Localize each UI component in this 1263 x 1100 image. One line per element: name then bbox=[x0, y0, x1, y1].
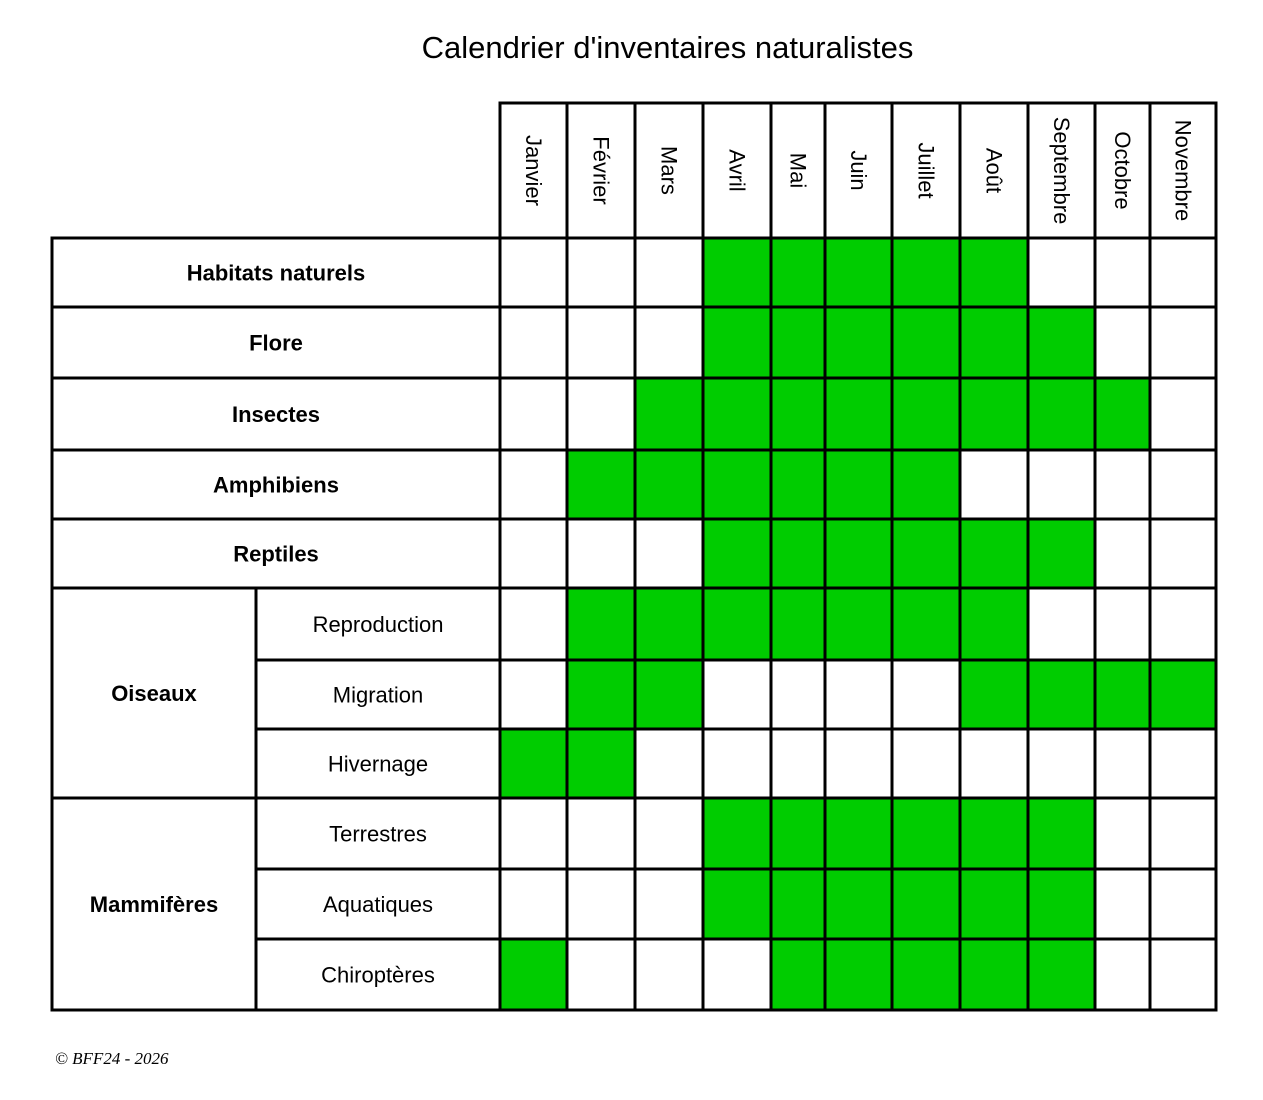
cell-r0-m1 bbox=[567, 238, 635, 307]
cell-r3-m6 bbox=[892, 450, 960, 519]
cell-r7-m6 bbox=[892, 729, 960, 798]
cell-r8-m2 bbox=[635, 798, 703, 869]
cell-r4-m2 bbox=[635, 519, 703, 588]
cell-r6-m0 bbox=[500, 660, 567, 729]
cell-r4-m5 bbox=[825, 519, 892, 588]
cell-r9-m4 bbox=[771, 869, 825, 939]
cell-r7-m2 bbox=[635, 729, 703, 798]
cell-r10-m8 bbox=[1028, 939, 1095, 1010]
cell-r3-m8 bbox=[1028, 450, 1095, 519]
group-label-6: Mammifères bbox=[89, 892, 219, 917]
cell-r8-m6 bbox=[892, 798, 960, 869]
cell-r4-m4 bbox=[771, 519, 825, 588]
row-label-0: Habitats naturels bbox=[186, 260, 366, 286]
cell-r5-m4 bbox=[771, 588, 825, 660]
cell-r3-m0 bbox=[500, 450, 567, 519]
cell-r5-m5 bbox=[825, 588, 892, 660]
cell-r2-m9 bbox=[1095, 378, 1150, 450]
cell-r9-m1 bbox=[567, 869, 635, 939]
cell-r8-m8 bbox=[1028, 798, 1095, 869]
cell-r6-m6 bbox=[892, 660, 960, 729]
cell-r1-m2 bbox=[635, 307, 703, 378]
cell-r3-m7 bbox=[960, 450, 1028, 519]
cell-r2-m3 bbox=[703, 378, 771, 450]
cell-r6-m1 bbox=[567, 660, 635, 729]
row-label-7: Hivernage bbox=[327, 751, 429, 777]
cell-r1-m0 bbox=[500, 307, 567, 378]
cell-r2-m2 bbox=[635, 378, 703, 450]
cell-r3-m4 bbox=[771, 450, 825, 519]
cell-r3-m10 bbox=[1150, 450, 1216, 519]
cell-r6-m5 bbox=[825, 660, 892, 729]
month-label-5: Juin bbox=[846, 150, 871, 191]
cell-r2-m1 bbox=[567, 378, 635, 450]
cell-r3-m2 bbox=[635, 450, 703, 519]
cell-r5-m8 bbox=[1028, 588, 1095, 660]
cell-r10-m0 bbox=[500, 939, 567, 1010]
cell-r0-m4 bbox=[771, 238, 825, 307]
month-label-8: Septembre bbox=[1049, 116, 1074, 225]
cell-r9-m0 bbox=[500, 869, 567, 939]
row-label-9: Aquatiques bbox=[322, 892, 434, 917]
cell-r5-m6 bbox=[892, 588, 960, 660]
cell-r7-m1 bbox=[567, 729, 635, 798]
cell-r9-m7 bbox=[960, 869, 1028, 939]
copyright-footer: © BFF24 - 2026 bbox=[55, 1049, 169, 1068]
cell-r2-m7 bbox=[960, 378, 1028, 450]
cell-r0-m7 bbox=[960, 238, 1028, 307]
cell-r6-m4 bbox=[771, 660, 825, 729]
cell-r2-m0 bbox=[500, 378, 567, 450]
cell-r9-m2 bbox=[635, 869, 703, 939]
row-label-2: Insectes bbox=[231, 402, 321, 427]
cell-r2-m5 bbox=[825, 378, 892, 450]
cell-r5-m2 bbox=[635, 588, 703, 660]
cell-r0-m10 bbox=[1150, 238, 1216, 307]
group-label-5: Oiseaux bbox=[111, 681, 197, 706]
cell-r9-m6 bbox=[892, 869, 960, 939]
cell-r2-m10 bbox=[1150, 378, 1216, 450]
cell-r9-m3 bbox=[703, 869, 771, 939]
cell-r1-m1 bbox=[567, 307, 635, 378]
cell-r7-m10 bbox=[1150, 729, 1216, 798]
month-label-10: Novembre bbox=[1170, 119, 1196, 222]
cell-r10-m2 bbox=[635, 939, 703, 1010]
cell-r7-m5 bbox=[825, 729, 892, 798]
cell-r7-m7 bbox=[960, 729, 1028, 798]
cell-r0-m8 bbox=[1028, 238, 1095, 307]
cell-r5-m7 bbox=[960, 588, 1028, 660]
cell-r10-m5 bbox=[825, 939, 892, 1010]
row-label-5: Reproduction bbox=[312, 612, 444, 637]
month-label-3: Avril bbox=[724, 149, 750, 192]
cell-r7-m0 bbox=[500, 729, 567, 798]
month-label-1: Février bbox=[588, 136, 614, 205]
cell-r5-m1 bbox=[567, 588, 635, 660]
row-label-10: Chiroptères bbox=[321, 962, 435, 988]
cell-r4-m7 bbox=[960, 519, 1028, 588]
cell-r1-m3 bbox=[703, 307, 771, 378]
cell-r10-m4 bbox=[771, 939, 825, 1010]
cell-r4-m3 bbox=[703, 519, 771, 588]
cell-r7-m8 bbox=[1028, 729, 1095, 798]
cell-r1-m6 bbox=[892, 307, 960, 378]
row-label-1: Flore bbox=[249, 330, 303, 356]
cell-r0-m3 bbox=[703, 238, 771, 307]
cell-r5-m0 bbox=[500, 588, 567, 660]
cell-r4-m8 bbox=[1028, 519, 1095, 588]
cell-r6-m8 bbox=[1028, 660, 1095, 729]
month-label-2: Mars bbox=[656, 146, 682, 195]
cell-r8-m5 bbox=[825, 798, 892, 869]
cell-r0-m2 bbox=[635, 238, 703, 307]
cell-r7-m4 bbox=[771, 729, 825, 798]
cell-r1-m5 bbox=[825, 307, 892, 378]
cell-r10-m9 bbox=[1095, 939, 1150, 1010]
cell-r3-m1 bbox=[567, 450, 635, 519]
cell-r1-m10 bbox=[1150, 307, 1216, 378]
month-label-0: Janvier bbox=[521, 135, 546, 206]
cell-r9-m10 bbox=[1150, 869, 1216, 939]
cell-r6-m2 bbox=[635, 660, 703, 729]
month-label-6: Juillet bbox=[913, 142, 939, 199]
cell-r1-m9 bbox=[1095, 307, 1150, 378]
row-label-8: Terrestres bbox=[329, 821, 427, 847]
cell-r0-m9 bbox=[1095, 238, 1150, 307]
cell-r9-m9 bbox=[1095, 869, 1150, 939]
cell-r4-m10 bbox=[1150, 519, 1216, 588]
cell-r8-m10 bbox=[1150, 798, 1216, 869]
cell-r9-m5 bbox=[825, 869, 892, 939]
cell-r10-m6 bbox=[892, 939, 960, 1010]
cell-r4-m6 bbox=[892, 519, 960, 588]
cell-r0-m6 bbox=[892, 238, 960, 307]
cell-r5-m10 bbox=[1150, 588, 1216, 660]
cell-r10-m7 bbox=[960, 939, 1028, 1010]
cell-r5-m3 bbox=[703, 588, 771, 660]
row-label-4: Reptiles bbox=[233, 541, 319, 567]
cell-r3-m5 bbox=[825, 450, 892, 519]
cell-r2-m4 bbox=[771, 378, 825, 450]
cell-r5-m9 bbox=[1095, 588, 1150, 660]
row-label-6: Migration bbox=[332, 682, 424, 708]
cell-r0-m5 bbox=[825, 238, 892, 307]
cell-r4-m0 bbox=[500, 519, 567, 588]
cell-r3-m3 bbox=[703, 450, 771, 519]
cell-r2-m6 bbox=[892, 378, 960, 450]
cell-r8-m3 bbox=[703, 798, 771, 869]
cell-r6-m7 bbox=[960, 660, 1028, 729]
cell-r1-m8 bbox=[1028, 307, 1095, 378]
cell-r8-m4 bbox=[771, 798, 825, 869]
cell-r8-m0 bbox=[500, 798, 567, 869]
cell-r10-m3 bbox=[703, 939, 771, 1010]
cell-r4-m9 bbox=[1095, 519, 1150, 588]
cell-r1-m4 bbox=[771, 307, 825, 378]
cell-r8-m7 bbox=[960, 798, 1028, 869]
cell-r7-m9 bbox=[1095, 729, 1150, 798]
month-label-4: Mai bbox=[785, 152, 811, 189]
cell-r3-m9 bbox=[1095, 450, 1150, 519]
month-label-7: Août bbox=[981, 147, 1007, 194]
cell-r9-m8 bbox=[1028, 869, 1095, 939]
cell-r4-m1 bbox=[567, 519, 635, 588]
cell-r6-m10 bbox=[1150, 660, 1216, 729]
row-label-3: Amphibiens bbox=[213, 472, 339, 498]
month-label-9: Octobre bbox=[1110, 131, 1135, 210]
cell-r6-m9 bbox=[1095, 660, 1150, 729]
cell-r8-m1 bbox=[567, 798, 635, 869]
cell-r6-m3 bbox=[703, 660, 771, 729]
cell-r10-m10 bbox=[1150, 939, 1216, 1010]
cell-r7-m3 bbox=[703, 729, 771, 798]
chart-title: Calendrier d'inventaires naturalistes bbox=[421, 30, 914, 65]
cell-r2-m8 bbox=[1028, 378, 1095, 450]
cell-r0-m0 bbox=[500, 238, 567, 307]
cell-r1-m7 bbox=[960, 307, 1028, 378]
cell-r8-m9 bbox=[1095, 798, 1150, 869]
cell-r10-m1 bbox=[567, 939, 635, 1010]
